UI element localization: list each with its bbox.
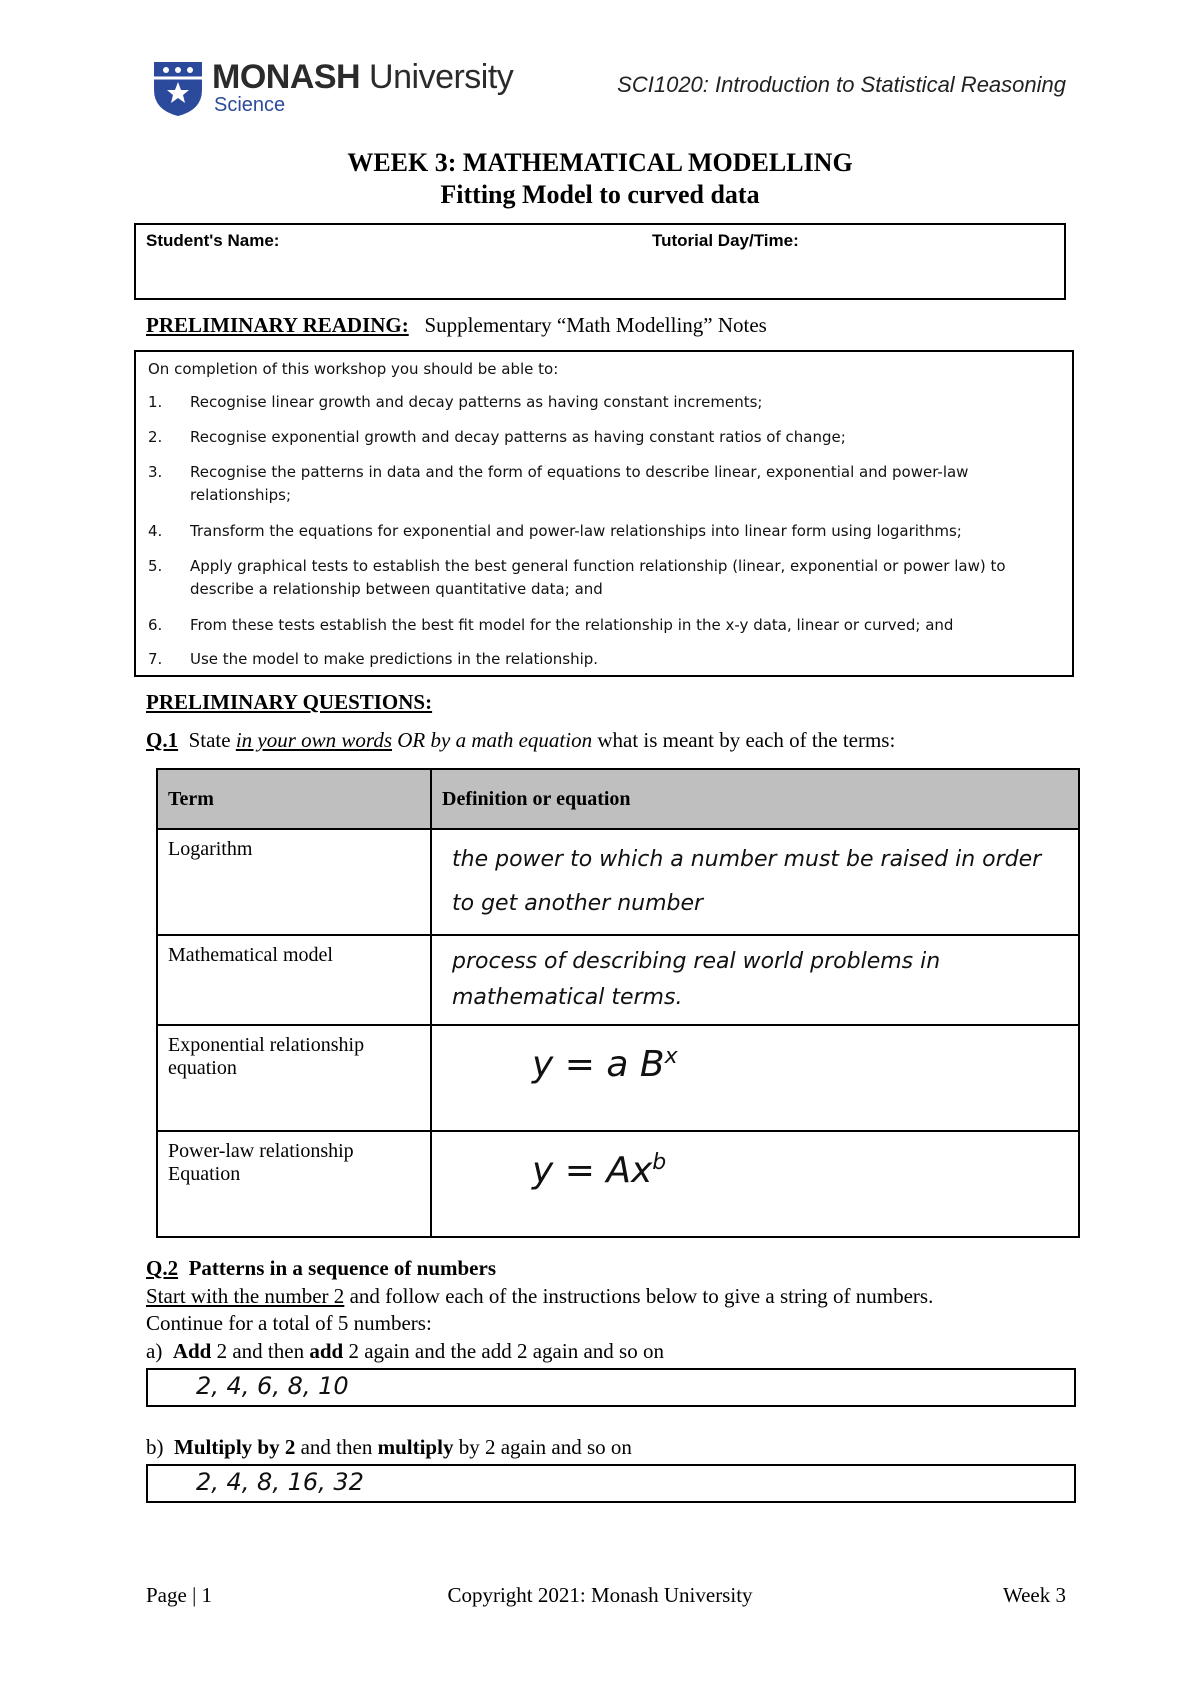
tutorial-time-label: Tutorial Day/Time:	[652, 231, 799, 250]
handwritten-answer: the power to which a number must be raised in order to get another number	[452, 847, 1042, 916]
footer-week: Week 3	[1002, 1583, 1066, 1607]
page-subtitle: Fitting Model to curved data	[440, 180, 760, 209]
monash-crest-icon	[152, 60, 204, 118]
table-row	[157, 1131, 1079, 1237]
preliminary-questions-heading: PRELIMINARY QUESTIONS:	[146, 690, 433, 714]
page-title: WEEK 3: MATHEMATICAL MODELLING	[347, 148, 853, 177]
q2a-answer-box[interactable]	[146, 1368, 1076, 1407]
learning-objectives-box: On completion of this workshop you should be able to: 1. Recognise linear growth and decay patterns as having constant increments; 2. Recognise exponential growth and decay patterns as having constant ratios of change; 3. Recognise the patterns in data and the form of equations to describe linear, exponential and power-law relationships; 4. Transform the equations for exponential and power-law relationships into linear form using logarithms; 5. Apply graphical tests to establish the best general function relationship (linear, exponential or power law) to describe a relationship between quantitative data; and 6. From these tests establish the best fit model for the relationship in the x-y data, linear or curved; and 7. Use the model to make predictions in the relationship.	[134, 350, 1074, 677]
definition-cell[interactable]	[431, 935, 1079, 1025]
preliminary-reading	[146, 313, 767, 338]
handwritten-equation: $y = Ax^b$	[532, 1150, 667, 1191]
table-row	[157, 829, 1079, 935]
preliminary-reading-text: Supplementary “Math Modelling” Notes	[408, 313, 767, 337]
term-cell: Mathematical model	[157, 935, 431, 1025]
term-cell: Logarithm	[157, 829, 431, 935]
student-name-label: Student's Name:	[146, 231, 280, 250]
footer-copyright: Copyright 2021: Monash University	[447, 1583, 753, 1607]
q2a-prompt: a) Add 2 and then add 2 again and the add 2 again and so on	[146, 1339, 664, 1363]
q2b-prompt: b) Multiply by 2 and then multiply by 2 again and so on	[146, 1435, 632, 1459]
table-row	[157, 935, 1079, 1025]
handwritten-equation: y = a $B^x$	[532, 1044, 678, 1085]
q2-instruction: Start with the number 2 and follow each of the instructions below to give a string of numbers.	[146, 1284, 934, 1308]
handwritten-answer: 2, 4, 6, 8, 10	[196, 1372, 349, 1400]
preliminary-reading-label: PRELIMINARY READING:	[146, 313, 409, 337]
handwritten-answer: process of describing real world problems in mathematical terms.	[452, 949, 941, 1010]
term-cell: Exponential relationship equation	[157, 1025, 431, 1131]
logo-faculty: Science	[214, 94, 286, 116]
table-header-definition: Definition or equation	[431, 769, 1079, 829]
footer-page-number: Page | 1	[146, 1583, 213, 1607]
student-info-box	[134, 223, 1066, 300]
q1-label: Q.1	[146, 728, 179, 752]
objectives-intro: On completion of this workshop you should be able to:	[148, 360, 559, 378]
handwritten-answer: 2, 4, 8, 16, 32	[196, 1468, 364, 1496]
course-title: SCI1020: Introduction to Statistical Reasoning	[617, 72, 1066, 97]
table-row	[157, 1025, 1079, 1131]
table-header-term: Term	[157, 769, 431, 829]
definition-cell[interactable]	[431, 1025, 1079, 1131]
question-1: Q.1 State in your own words OR by a math equation what is meant by each of the terms:	[146, 728, 896, 752]
logo-wordmark: MONASH University	[212, 58, 514, 96]
definition-cell[interactable]	[431, 1131, 1079, 1237]
q2-label: Q.2	[146, 1256, 179, 1280]
question-2-heading: Q.2 Patterns in a sequence of numbers	[146, 1256, 496, 1280]
q2-instruction-2: Continue for a total of 5 numbers:	[146, 1311, 432, 1335]
monash-logo	[152, 58, 522, 120]
terms-table	[156, 768, 1080, 1238]
q2b-answer-box[interactable]	[146, 1464, 1076, 1503]
term-cell: Power-law relationship Equation	[157, 1131, 431, 1237]
definition-cell[interactable]	[431, 829, 1079, 935]
